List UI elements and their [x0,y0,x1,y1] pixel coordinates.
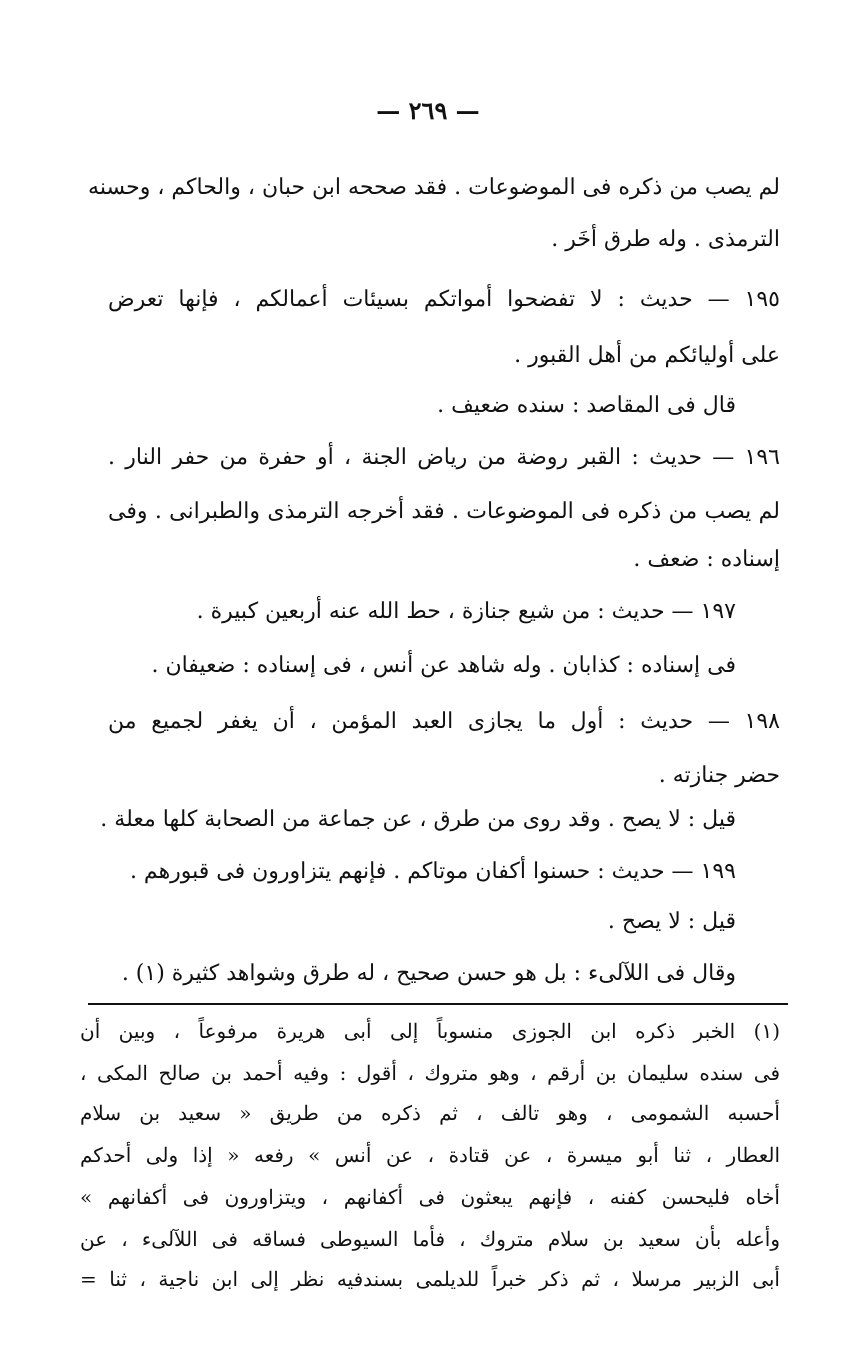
footnote-divider [88,1003,788,1005]
text-line: لم يصب من ذكره فى الموضوعات . فقد صححه ابن حبان ، والحاكم ، وحسنه [88,175,780,200]
page-number: — ٢٦٩ — [376,96,480,125]
hadith-196: ١٩٦ — حديث : القبر روضة من رياض الجنة ، أو حفرة من حفر النار . [108,445,780,470]
hadith-199: ١٩٩ — حديث : حسنوا أكفان موتاكم . فإنهم يتزاورون فى قبورهم . [129,859,736,884]
text-line: قال فى المقاصد : سنده ضعيف . [437,393,736,418]
text-line: قيل : لا يصح . [607,909,736,934]
footnote-line: أخاه فليحسن كفنه ، فإنهم يبعثون فى أكفانهم ، ويتزاورون فى أكفانهم » [80,1185,780,1209]
footnote-line: العطار ، ثنا أبو ميسرة ، عن قتادة ، عن أنس » رفعه « إذا ولى أحدكم [80,1143,780,1167]
footnote-line: (١) الخبر ذكره ابن الجوزى منسوباً إلى أبى هريرة مرفوعاً ، وبين أن [80,1019,780,1043]
text-line: إسناده : ضعف . [633,547,780,572]
text-line: فى إسناده : كذابان . وله شاهد عن أنس ، فى إسناده : ضعيفان . [151,653,736,678]
hadith-195: ١٩٥ — حديث : لا تفضحوا أمواتكم بسيئات أعمالكم ، فإنها تعرض [108,287,780,312]
text-line: قيل : لا يصح . وقد روى من طرق ، عن جماعة من الصحابة كلها معلة . [100,807,736,832]
hadith-197: ١٩٧ — حديث : من شيع جنازة ، حط الله عنه أربعين كبيرة . [196,599,736,624]
hadith-198: ١٩٨ — حديث : أول ما يجازى العبد المؤمن ، أن يغفر لجميع من [108,709,780,734]
text-line: لم يصب من ذكره فى الموضوعات . فقد أخرجه الترمذى والطبرانى . وفى [108,499,780,524]
text-line: وقال فى اللآلىء : بل هو حسن صحيح ، له طرق وشواهد كثيرة (١) . [121,961,736,986]
footnote-line: وأعله بأن سعيد بن سلام متروك ، فأما السيوطى فساقه فى اللآلىء ، عن [80,1227,780,1251]
text-line: على أوليائكم من أهل القبور . [514,343,780,368]
text-line: الترمذى . وله طرق أخَر . [551,227,780,252]
footnote-line: أحسبه الشمومى ، وهو تالف ، ثم ذكره من طريق « سعيد بن سلام [80,1101,780,1125]
footnote-line: أبى الزبير مرسلا ، ثم ذكر خبراً للديلمى بسندفيه نظر إلى ابن ناجية ، ثنا = [80,1267,780,1291]
footnote-line: فى سنده سليمان بن أرقم ، وهو متروك ، أقول : وفيه أحمد بن صالح المكى ، [80,1061,780,1085]
text-line: حضر جنازته . [658,763,780,788]
